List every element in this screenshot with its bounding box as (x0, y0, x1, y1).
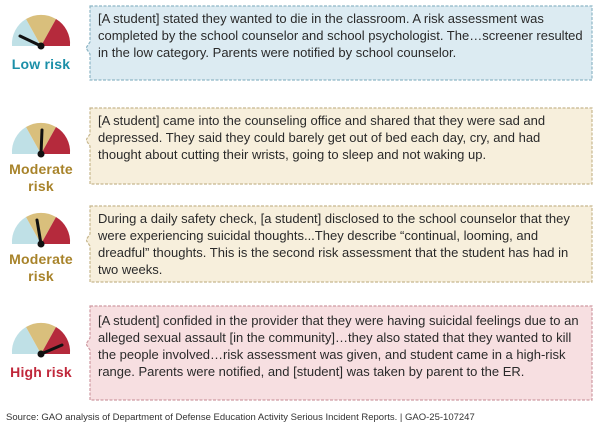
gauge-low (0, 6, 82, 73)
callout-moderate-2 (86, 202, 596, 286)
risk-label: High risk (10, 364, 72, 380)
risk-label: Low risk (11, 56, 71, 72)
risk-label: Moderate risk (9, 161, 73, 194)
case-text: [A student] stated they wanted to die in the classroom. A risk assessment was completed by the school counselor and school psychologist. The…screener resulted in the low category. Parents were notified by school counselor. (98, 11, 583, 60)
gauge-moderate-icon (6, 204, 76, 248)
gauge-high (0, 314, 82, 381)
gauge-moderate-icon (6, 114, 76, 158)
gauge-moderate-2 (0, 204, 82, 285)
risk-label: Moderate risk (9, 251, 73, 284)
callout-low (86, 2, 596, 86)
gauge-high-icon (6, 314, 76, 358)
source-note: Source: GAO analysis of Department of Defense Education Activity Serious Incident Reports. | GAO-25-107247 (6, 412, 475, 423)
callout-moderate-1 (86, 104, 596, 188)
gauge-moderate-1 (0, 114, 82, 195)
case-text: During a daily safety check, [a student] disclosed to the school counselor that they were experiencing suicidal thoughts...They describe “continual, looming, and dreadful” thoughts. This is the second risk assessment that the student has had in two weeks. (98, 211, 570, 277)
case-text: [A student] confided in the provider that they were having suicidal feelings due to an alleged sexual assault [in the community]…they also stated that they wanted to kill the people involved…risk assessment was given, and student came in a high-risk range. Parents were notified, and [student] was taken by parent to the ER. (98, 313, 579, 379)
gauge-low-icon (6, 6, 76, 50)
callout-high (86, 302, 596, 404)
case-text: [A student] came into the counseling office and shared that they were sad and depressed. They said they could barely get out of bed each day, cry, and had thought about cutting their wrists, going to sleep and not waking up. (98, 113, 546, 162)
